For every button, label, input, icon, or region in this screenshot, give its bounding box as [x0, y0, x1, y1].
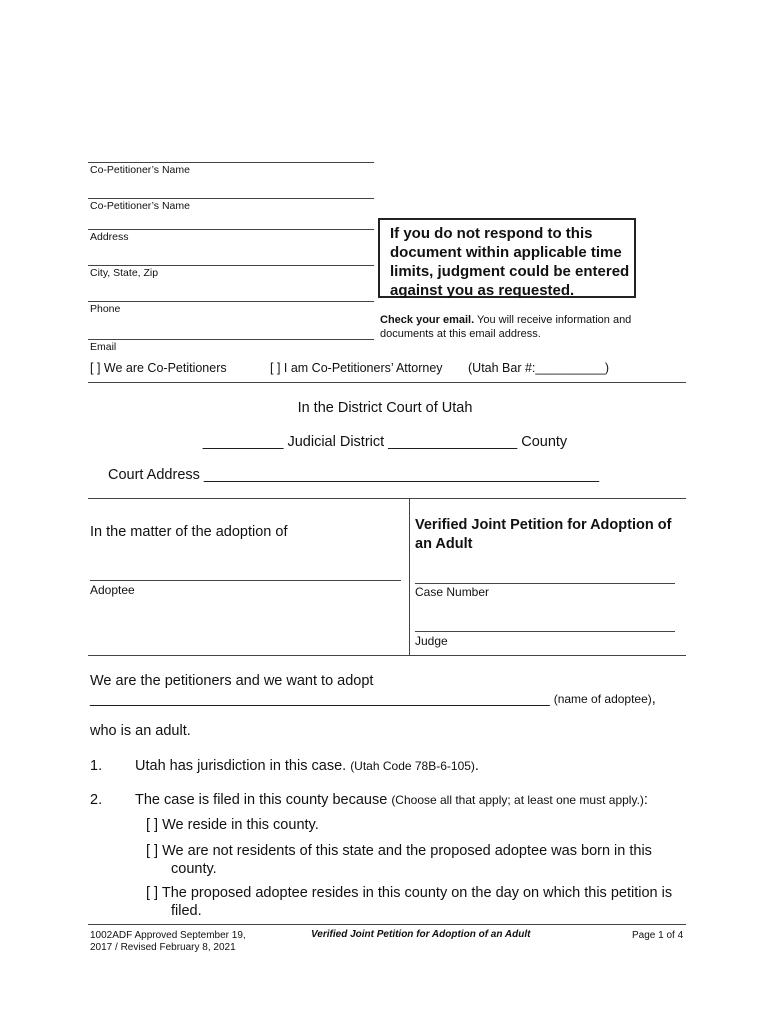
item-2-end: : — [643, 792, 648, 808]
court-address-line[interactable]: Court Address _________________________________________________ — [108, 467, 600, 483]
co-petitioners-checkbox[interactable]: [ ] We are Co-Petitioners — [90, 361, 227, 375]
footer-rule — [88, 924, 686, 925]
address-line[interactable] — [88, 229, 374, 230]
item-1-citation: (Utah Code 78B-6-105) — [350, 759, 475, 773]
co-petitioner-name-label-2: Co-Petitioner’s Name — [90, 200, 190, 212]
option-resides-checkbox[interactable]: [ ] The proposed adoptee resides in this county on the day on which this petition is filed. — [146, 885, 673, 919]
attorney-checkbox[interactable]: [ ] I am Co-Petitioners’ Attorney — [270, 361, 443, 375]
document-title: Verified Joint Petition for Adoption of an Adult — [415, 517, 672, 552]
email-note-bold: Check your email. — [380, 314, 475, 326]
adoptee-label: Adoptee — [90, 583, 135, 597]
city-state-zip-label: City, State, Zip — [90, 267, 159, 279]
court-title: In the District Court of Utah — [297, 400, 473, 416]
item-1-number: 1. — [90, 758, 103, 774]
judge-label: Judge — [415, 634, 448, 648]
case-number-line[interactable] — [415, 583, 675, 584]
item-1-text: Utah has jurisdiction in this case. — [135, 758, 347, 774]
item-2 — [135, 792, 648, 808]
city-line[interactable] — [88, 265, 374, 266]
name-line-1[interactable] — [88, 162, 374, 163]
item-2-instruction: (Choose all that apply; at least one must apply.) — [391, 793, 644, 807]
option-born-checkbox[interactable]: [ ] We are not residents of this state and the proposed adoptee was born in this county. — [146, 843, 652, 877]
email-line[interactable] — [88, 339, 374, 340]
footer-title: Verified Joint Petition for Adoption of an Adult — [311, 929, 531, 940]
email-note-text: You will receive information and documents at this email address. — [380, 314, 632, 340]
phone-line[interactable] — [88, 301, 374, 302]
matter-of-adoption: In the matter of the adoption of — [90, 524, 288, 540]
header-divider — [88, 382, 686, 383]
utah-bar-number[interactable]: (Utah Bar #:__________) — [468, 361, 610, 375]
adoptee-name-hint: (name of adoptee) — [553, 692, 652, 706]
item-1-end: . — [474, 758, 479, 774]
adoptee-name-comma: , — [651, 691, 656, 707]
adoptee-name-field — [90, 691, 656, 707]
item-2-number: 2. — [90, 792, 103, 808]
intro-text: We are the petitioners and we want to adopt — [90, 673, 374, 689]
adoptee-name-line[interactable]: _________________________________________________________ — [90, 691, 550, 707]
phone-label: Phone — [90, 303, 121, 315]
item-1 — [135, 758, 479, 774]
email-note — [380, 313, 660, 341]
name-line-2[interactable] — [88, 198, 374, 199]
adult-text: who is an adult. — [90, 723, 191, 739]
page-number: Page 1 of 4 — [632, 930, 684, 941]
caption-vertical-rule — [409, 498, 410, 655]
option-reside-checkbox[interactable]: [ ] We reside in this county. — [146, 817, 319, 833]
co-petitioner-name-label-1: Co-Petitioner’s Name — [90, 164, 190, 176]
item-2-text: The case is filed in this county because — [135, 792, 388, 808]
warning-box: If you do not respond to this document within applicable time limits, judgment could be entered against you as requested. — [378, 218, 636, 298]
email-label: Email — [90, 341, 117, 353]
case-number-label: Case Number — [415, 585, 490, 599]
caption-bottom-rule — [88, 655, 686, 656]
caption-top-rule — [88, 498, 686, 499]
address-label: Address — [90, 231, 129, 243]
judge-line[interactable] — [415, 631, 675, 632]
judicial-district-line[interactable]: __________ Judicial District ________________ County — [202, 434, 568, 450]
form-info: 1002ADF Approved September 19, 2017 / Revised February 8, 2021 — [90, 930, 246, 953]
adoptee-line[interactable] — [90, 580, 401, 581]
